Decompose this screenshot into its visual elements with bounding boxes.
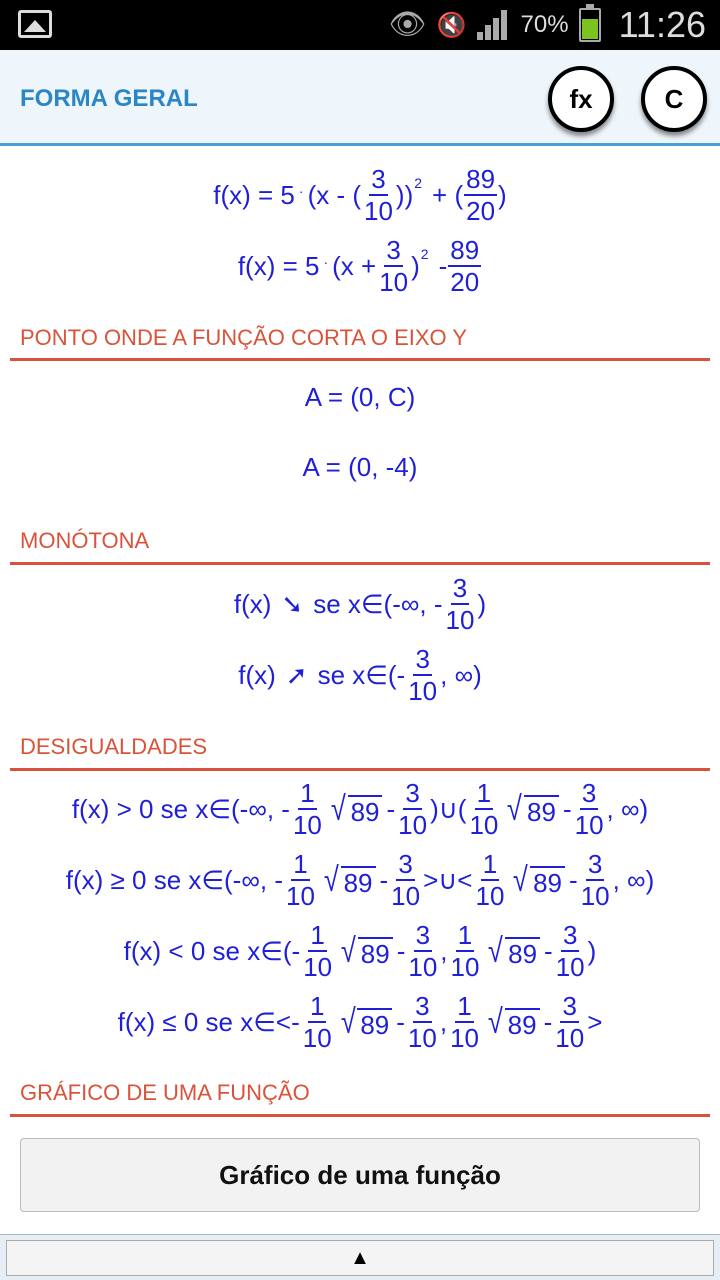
page-title: FORMA GERAL [20, 85, 198, 112]
inequality-less-than: f(x) < 0 se x∈(- $\frac{1}{10}$ √ 89 - $\frac{3}{10}$ , $\frac{1}{10}$ √ 89 - $\frac{3}{10}$ ) [123, 920, 597, 982]
section-divider [10, 1114, 710, 1117]
section-title-monotonic: MONÓTONA [20, 528, 150, 553]
gallery-notification-icon [18, 10, 52, 38]
status-icons [389, 0, 706, 50]
increasing-arrow-icon: ➚ [285, 659, 308, 690]
section-divider [10, 562, 710, 565]
section-title-graph: GRÁFICO DE UMA FUNÇÃO [20, 1080, 310, 1105]
section-divider [10, 358, 710, 361]
battery-icon [579, 8, 601, 42]
section-divider [10, 768, 710, 771]
graph-button[interactable]: Gráfico de uma função [20, 1138, 700, 1212]
y-intercept-value: A = (0, -4) [302, 452, 418, 482]
section-title-inequalities: DESIGUALDADES [20, 734, 208, 759]
bottom-bar [0, 1234, 720, 1280]
section-title-y-intercept: PONTO ONDE A FUNÇÃO CORTA O EIXO Y [20, 325, 468, 350]
status-bar [0, 0, 720, 50]
clear-button[interactable]: C [641, 66, 707, 132]
signal-strength-icon [477, 10, 511, 40]
decreasing-interval: f(x) ➘ se x∈(-∞, - $\frac{3}{10}$ ) [233, 573, 487, 635]
battery-percentage: 70% [520, 11, 569, 38]
scroll-up-button[interactable]: ▲ [6, 1240, 714, 1276]
inequality-greater-equal: f(x) ≥ 0 se x∈(-∞, - $\frac{1}{10}$ √ 89 - $\frac{3}{10}$ >∪< $\frac{1}{10}$ √ 89 - $\frac{3}{10}$ , ∞) [65, 849, 655, 911]
vertex-form-equation-1: f(x) = 5 · (x - ( $\frac{3}{10}$ )) 2 + ( $\frac{89}{20}$ ) [213, 164, 507, 226]
inequality-less-equal: f(x) ≤ 0 se x∈<- $\frac{1}{10}$ √ 89 - $\frac{3}{10}$ , $\frac{1}{10}$ √ 89 - $\frac{3}{10}$ > [117, 991, 603, 1053]
increasing-interval: f(x) ➚ se x∈(- $\frac{3}{10}$ , ∞) [238, 644, 482, 706]
y-intercept-general: A = (0, C) [304, 382, 416, 412]
fx-button[interactable]: fx [548, 66, 614, 132]
decreasing-arrow-icon: ➘ [281, 588, 304, 619]
inequality-greater-than: f(x) > 0 se x∈(-∞, - $\frac{1}{10}$ √ 89 - $\frac{3}{10}$ )∪( $\frac{1}{10}$ √ 89 - $\frac{3}{10}$ , ∞) [71, 778, 649, 840]
app-header [0, 50, 720, 146]
vertex-form-equation-2: f(x) = 5 · (x + $\frac{3}{10}$ ) 2 - $\frac{89}{20}$ [237, 235, 480, 297]
vibrate-mute-icon: 🔇 [436, 11, 467, 39]
smart-stay-eye-icon: 👁 [388, 8, 427, 41]
clock: 11:26 [618, 4, 706, 45]
